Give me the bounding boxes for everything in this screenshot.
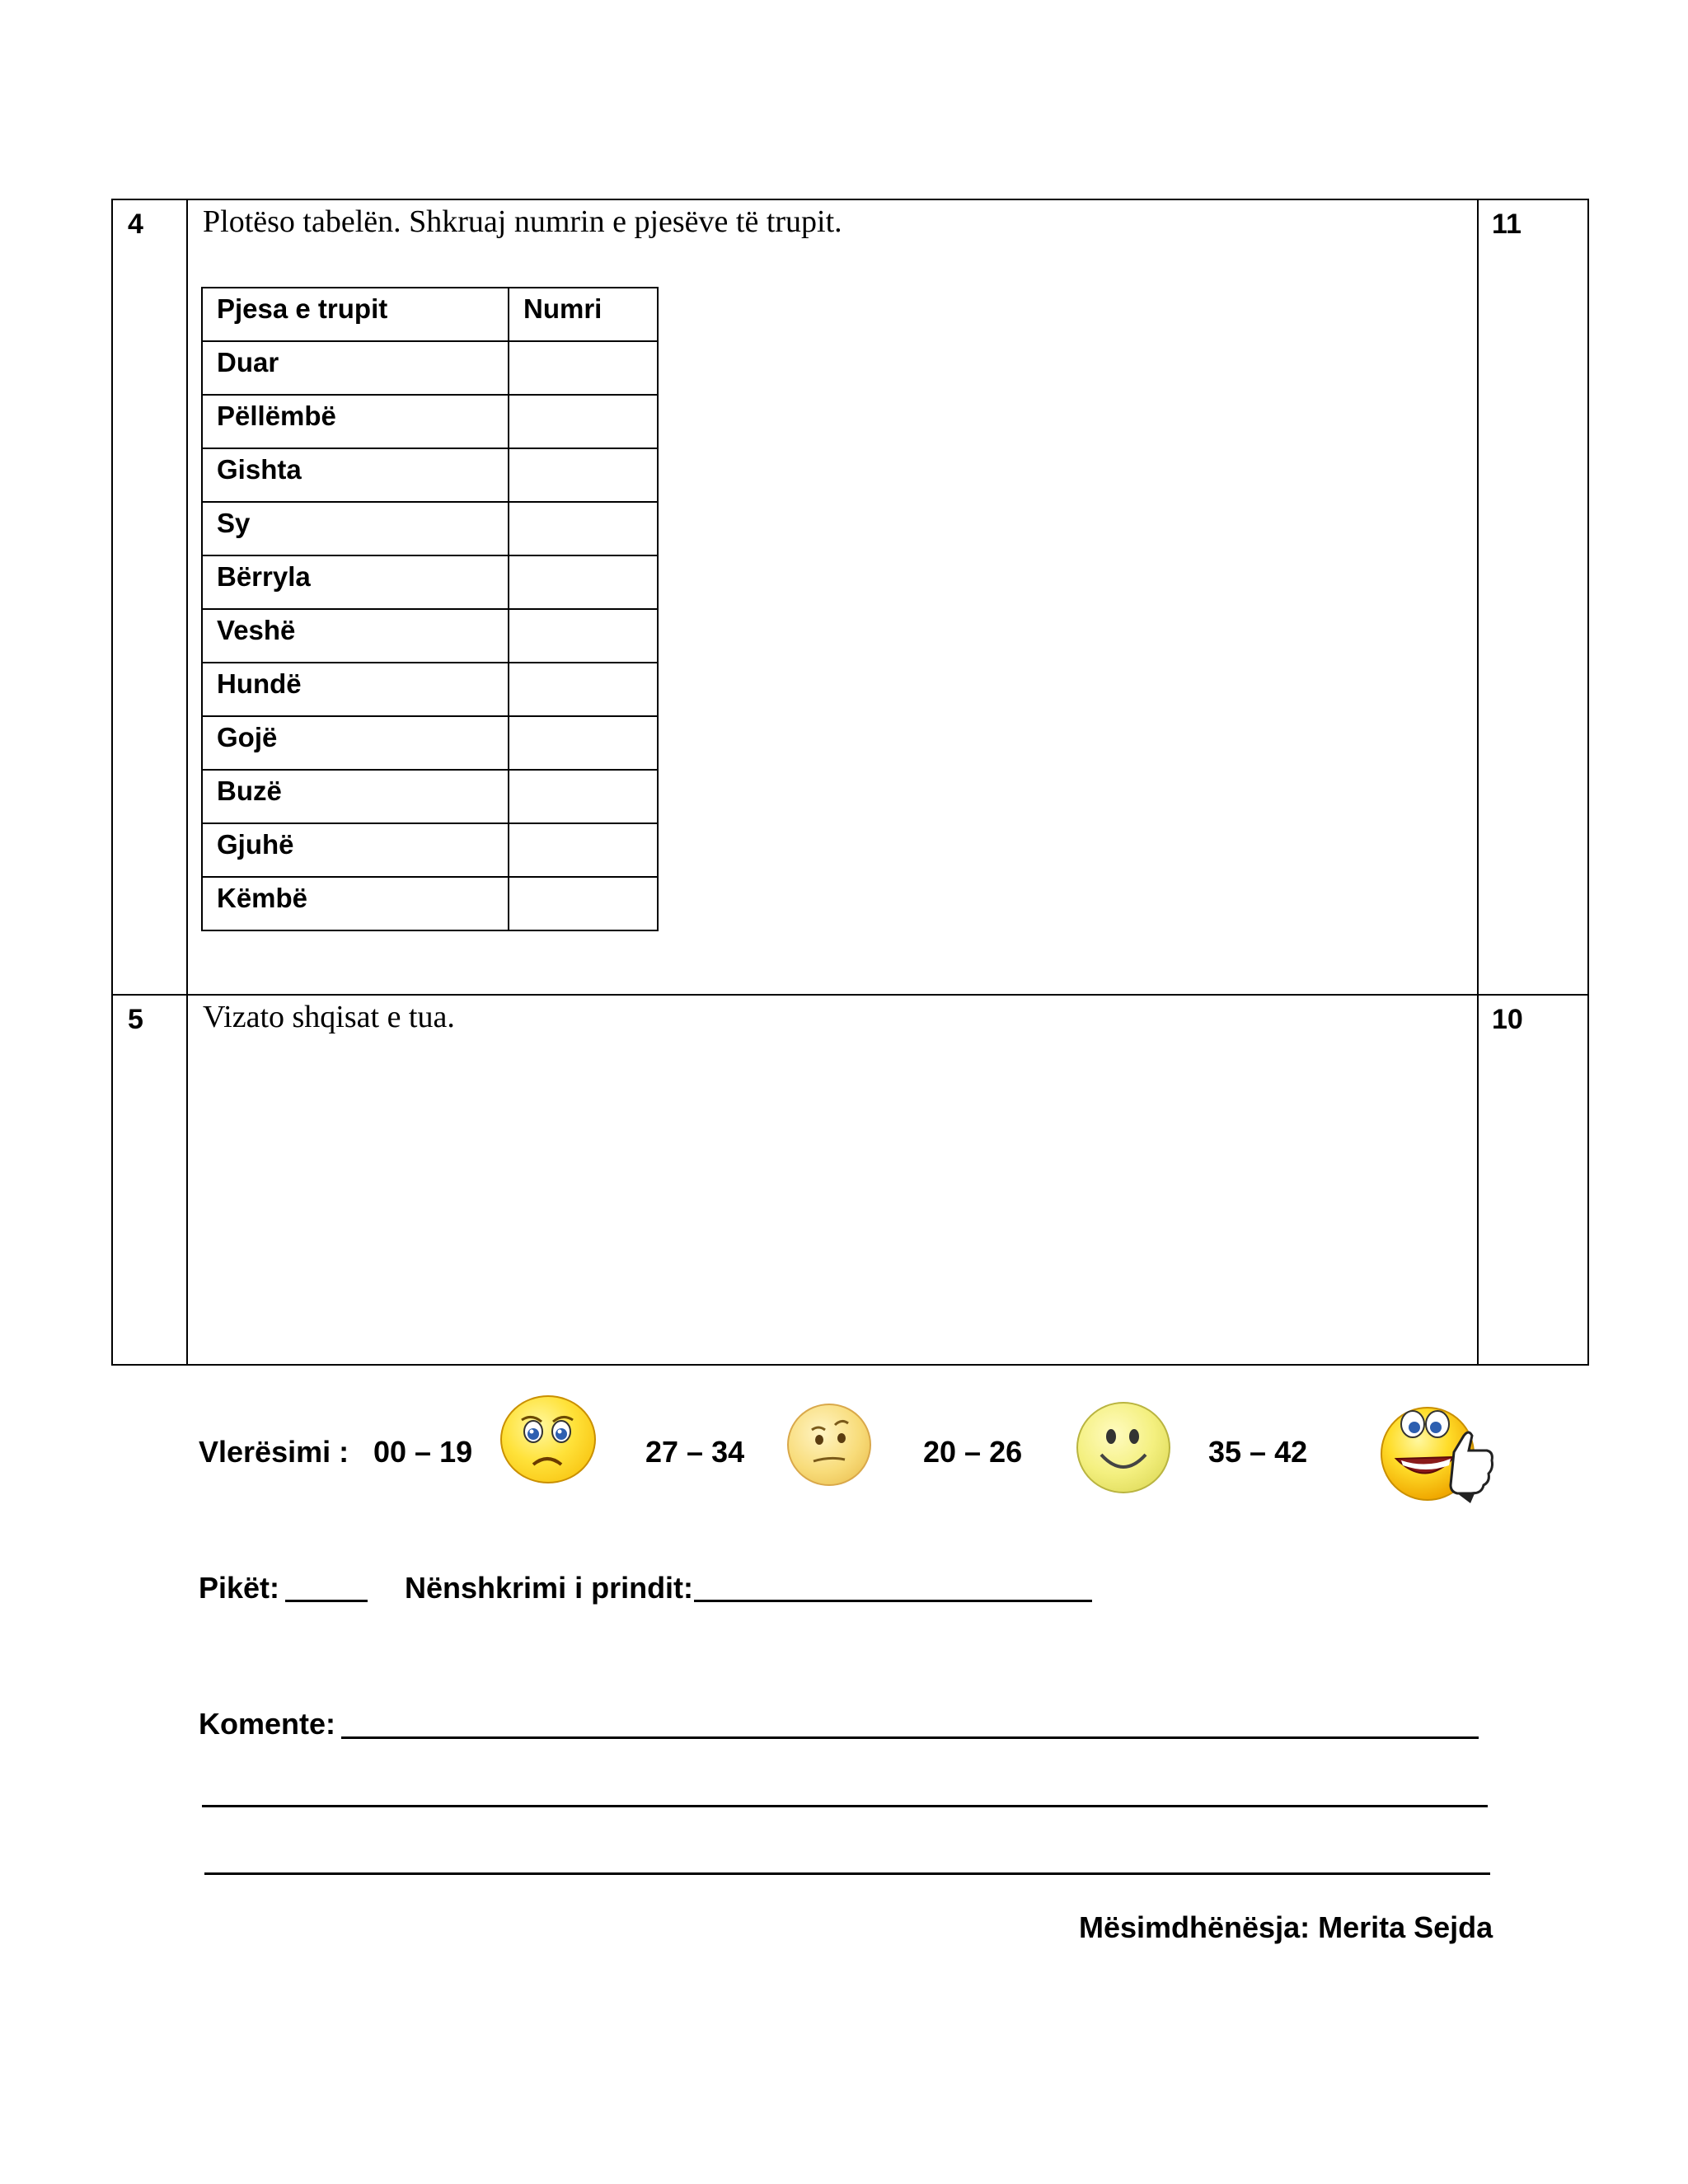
table-row (202, 770, 658, 823)
sad-face-icon (500, 1395, 596, 1483)
body-part-name: Pëllëmbë (202, 395, 509, 448)
body-part-name: Gojë (202, 716, 509, 770)
grade-range: 35 – 42 (1208, 1435, 1308, 1469)
grade-range: 00 – 19 (373, 1435, 473, 1469)
count-cell[interactable] (509, 448, 658, 502)
table-row (202, 555, 658, 609)
smiling-face-icon (1076, 1402, 1170, 1493)
points-field[interactable] (285, 1600, 368, 1602)
thinking-face-icon (787, 1404, 871, 1486)
body-part-name: Sy (202, 502, 509, 555)
teacher-name: Mësimdhënësja: Merita Sejda (1079, 1910, 1493, 1944)
table-row (202, 823, 658, 877)
drawing-area[interactable] (188, 1049, 1474, 1362)
table-row (202, 341, 658, 395)
table-row (202, 609, 658, 663)
count-cell[interactable] (509, 502, 658, 555)
count-cell[interactable] (509, 823, 658, 877)
parent-signature-label: Nënshkrimi i prindit: (405, 1571, 694, 1605)
question-text: Vizato shqisat e tua. (203, 1000, 455, 1034)
count-cell[interactable] (509, 770, 658, 823)
parent-signature-field[interactable] (694, 1600, 1092, 1602)
body-part-name: Veshë (202, 609, 509, 663)
count-cell[interactable] (509, 555, 658, 609)
thumbs-up-face-icon (1378, 1399, 1502, 1505)
question-points: 11 (1492, 209, 1522, 240)
count-cell[interactable] (509, 716, 658, 770)
table-row (202, 448, 658, 502)
body-parts-table (201, 287, 659, 931)
count-cell[interactable] (509, 877, 658, 930)
grade-range: 27 – 34 (645, 1435, 745, 1469)
table-row (202, 663, 658, 716)
count-cell[interactable] (509, 663, 658, 716)
comments-line[interactable] (202, 1805, 1488, 1807)
table-header: Numri (509, 288, 658, 341)
table-row (202, 716, 658, 770)
question-points: 10 (1492, 1004, 1523, 1035)
comments-label: Komente: (199, 1707, 336, 1741)
body-part-name: Bërryla (202, 555, 509, 609)
points-label: Pikët: (199, 1571, 280, 1605)
row-divider (113, 994, 1587, 996)
table-header: Pjesa e trupit (202, 288, 509, 341)
grading-label: Vlerësimi : (199, 1435, 349, 1469)
question-text: Plotëso tabelën. Shkruaj numrin e pjesëve të trupit. (203, 204, 842, 239)
column-divider (1477, 200, 1479, 1364)
question-number: 5 (128, 1004, 143, 1035)
grade-range: 20 – 26 (923, 1435, 1023, 1469)
table-row (202, 395, 658, 448)
body-part-name: Duar (202, 341, 509, 395)
body-part-name: Buzë (202, 770, 509, 823)
count-cell[interactable] (509, 609, 658, 663)
count-cell[interactable] (509, 341, 658, 395)
comments-line[interactable] (341, 1736, 1479, 1739)
table-row (202, 877, 658, 930)
count-cell[interactable] (509, 395, 658, 448)
table-header-row (202, 288, 658, 341)
body-part-name: Hundë (202, 663, 509, 716)
body-part-name: Gishta (202, 448, 509, 502)
body-part-name: Këmbë (202, 877, 509, 930)
body-part-name: Gjuhë (202, 823, 509, 877)
table-row (202, 502, 658, 555)
question-number: 4 (128, 209, 143, 240)
comments-line[interactable] (204, 1872, 1490, 1875)
